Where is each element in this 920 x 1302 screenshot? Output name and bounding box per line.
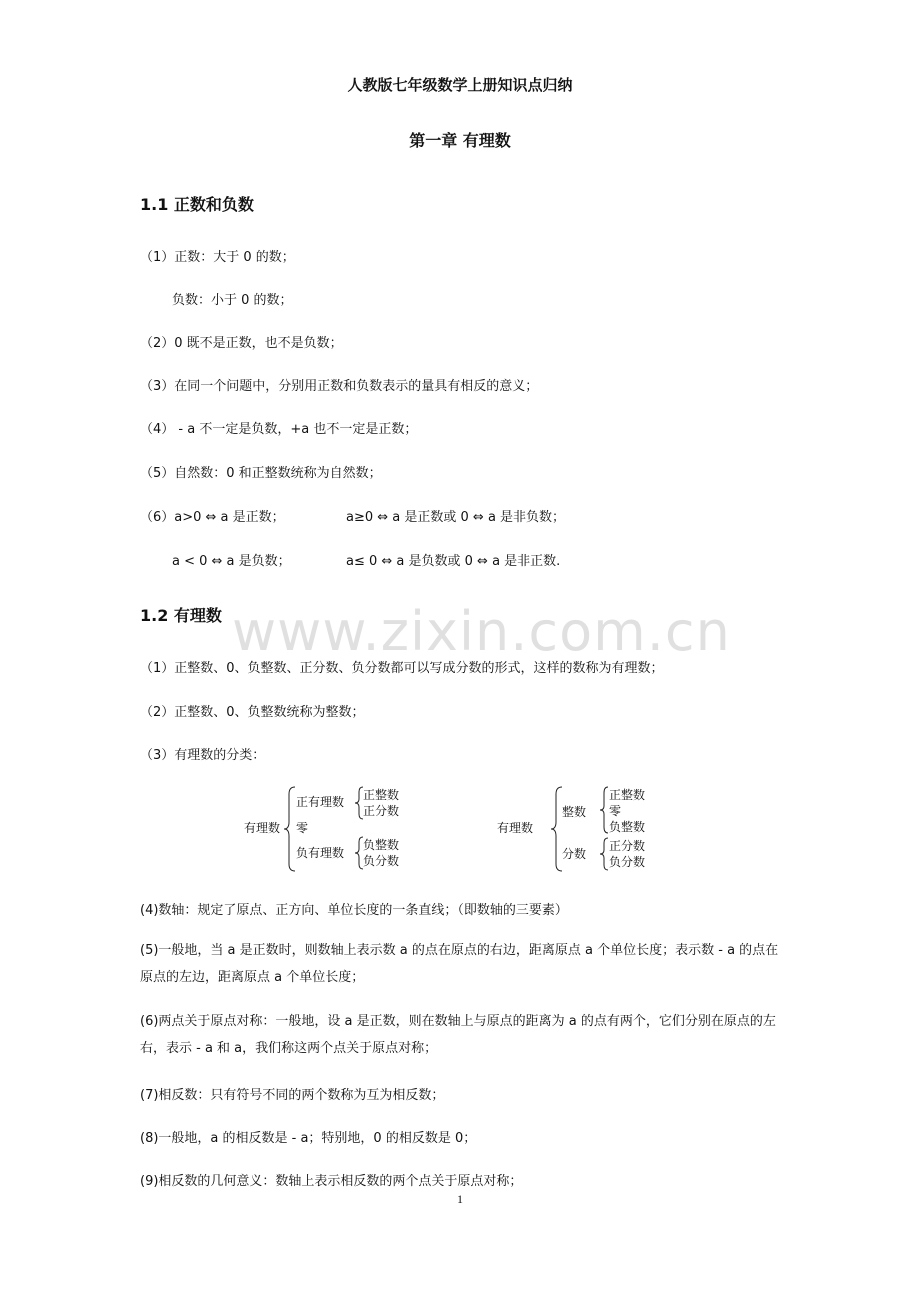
cls-left-positive: 正有理数 bbox=[296, 795, 345, 809]
section-heading-1-2: 1.2 有理数 bbox=[140, 606, 222, 625]
item-1-1-3: （3）在同一个问题中，分别用正数和负数表示的量具有相反的意义； bbox=[140, 379, 539, 394]
cls-right-pos-int: 正整数 bbox=[609, 788, 646, 802]
cls-left-neg-frac: 负分数 bbox=[363, 854, 400, 868]
section-heading-1-1: 1.1 正数和负数 bbox=[140, 195, 254, 214]
item-1-2-2: （2）正整数、0、负整数统称为整数； bbox=[140, 705, 365, 720]
page-number: 1 bbox=[457, 1192, 463, 1206]
item-1-2-6: (6)两点关于原点对称：一般地，设 a 是正数，则在数轴上与原点的距离为 a 的点有两个，它们分别在原点的左右，表示 - a 和 a，我们称这两个点关于原点对称； bbox=[140, 1014, 776, 1056]
cls-right-integer: 整数 bbox=[562, 805, 587, 819]
brace-right-integer bbox=[599, 786, 609, 834]
item-1-2-8: (8)一般地，a 的相反数是 - a；特别地，0 的相反数是 0； bbox=[140, 1131, 477, 1146]
item-1-1-5: （5）自然数：0 和正整数统称为自然数； bbox=[140, 466, 382, 481]
cls-left-negative: 负有理数 bbox=[296, 846, 345, 860]
item-1-1-6d: a≤ 0 ⇔ a 是负数或 0 ⇔ a 是非正数. bbox=[346, 554, 561, 569]
cls-right-neg-int: 负整数 bbox=[609, 820, 646, 834]
cls-left-pos-frac: 正分数 bbox=[363, 804, 400, 818]
cls-right-pos-frac: 正分数 bbox=[609, 839, 646, 853]
cls-left-neg-int: 负整数 bbox=[363, 838, 400, 852]
item-1-1-2: （2）0 既不是正数，也不是负数； bbox=[140, 336, 343, 351]
cls-right-fraction: 分数 bbox=[562, 847, 587, 861]
item-1-2-1: （1）正整数、0、负整数、正分数、负分数都可以写成分数的形式，这样的数称为有理数； bbox=[140, 661, 664, 676]
cls-right-root: 有理数 bbox=[497, 821, 534, 835]
cls-left-root: 有理数 bbox=[244, 821, 281, 835]
cls-left-pos-int: 正整数 bbox=[363, 788, 400, 802]
watermark: www.zixin.com.cn bbox=[232, 600, 731, 663]
brace-right-fraction bbox=[599, 837, 609, 871]
cls-right-neg-frac: 负分数 bbox=[609, 855, 646, 869]
item-1-2-5: (5)一般地，当 a 是正数时，则数轴上表示数 a 的点在原点的右边，距离原点 a 个单位长度；表示数 - a 的点在原点的左边，距离原点 a 个单位长度； bbox=[140, 943, 779, 985]
item-1-1-6b: a≥0 ⇔ a 是正数或 0 ⇔ a 是非负数； bbox=[346, 510, 566, 525]
item-1-1-6c: a < 0 ⇔ a 是负数； bbox=[172, 554, 291, 569]
item-1-2-4: (4)数轴：规定了原点、正方向、单位长度的一条直线；（即数轴的三要素） bbox=[140, 903, 568, 918]
cls-left-zero: 零 bbox=[296, 821, 309, 835]
item-1-2-7: (7)相反数：只有符号不同的两个数称为互为相反数； bbox=[140, 1088, 445, 1103]
item-1-2-3: （3）有理数的分类： bbox=[140, 748, 266, 763]
item-1-1-1b: 负数：小于 0 的数； bbox=[172, 293, 293, 308]
chapter-title: 第一章 有理数 bbox=[409, 131, 511, 150]
cls-right-zero: 零 bbox=[609, 804, 622, 818]
document-title: 人教版七年级数学上册知识点归纳 bbox=[347, 76, 573, 94]
item-1-2-9: (9)相反数的几何意义：数轴上表示相反数的两个点关于原点对称； bbox=[140, 1174, 523, 1189]
item-1-1-1: （1）正数：大于 0 的数； bbox=[140, 250, 295, 265]
item-1-1-6a: （6）a>0 ⇔ a 是正数； bbox=[140, 510, 285, 525]
brace-left-main bbox=[283, 786, 297, 872]
item-1-1-4: （4） - a 不一定是负数，+a 也不一定是正数； bbox=[140, 422, 418, 437]
